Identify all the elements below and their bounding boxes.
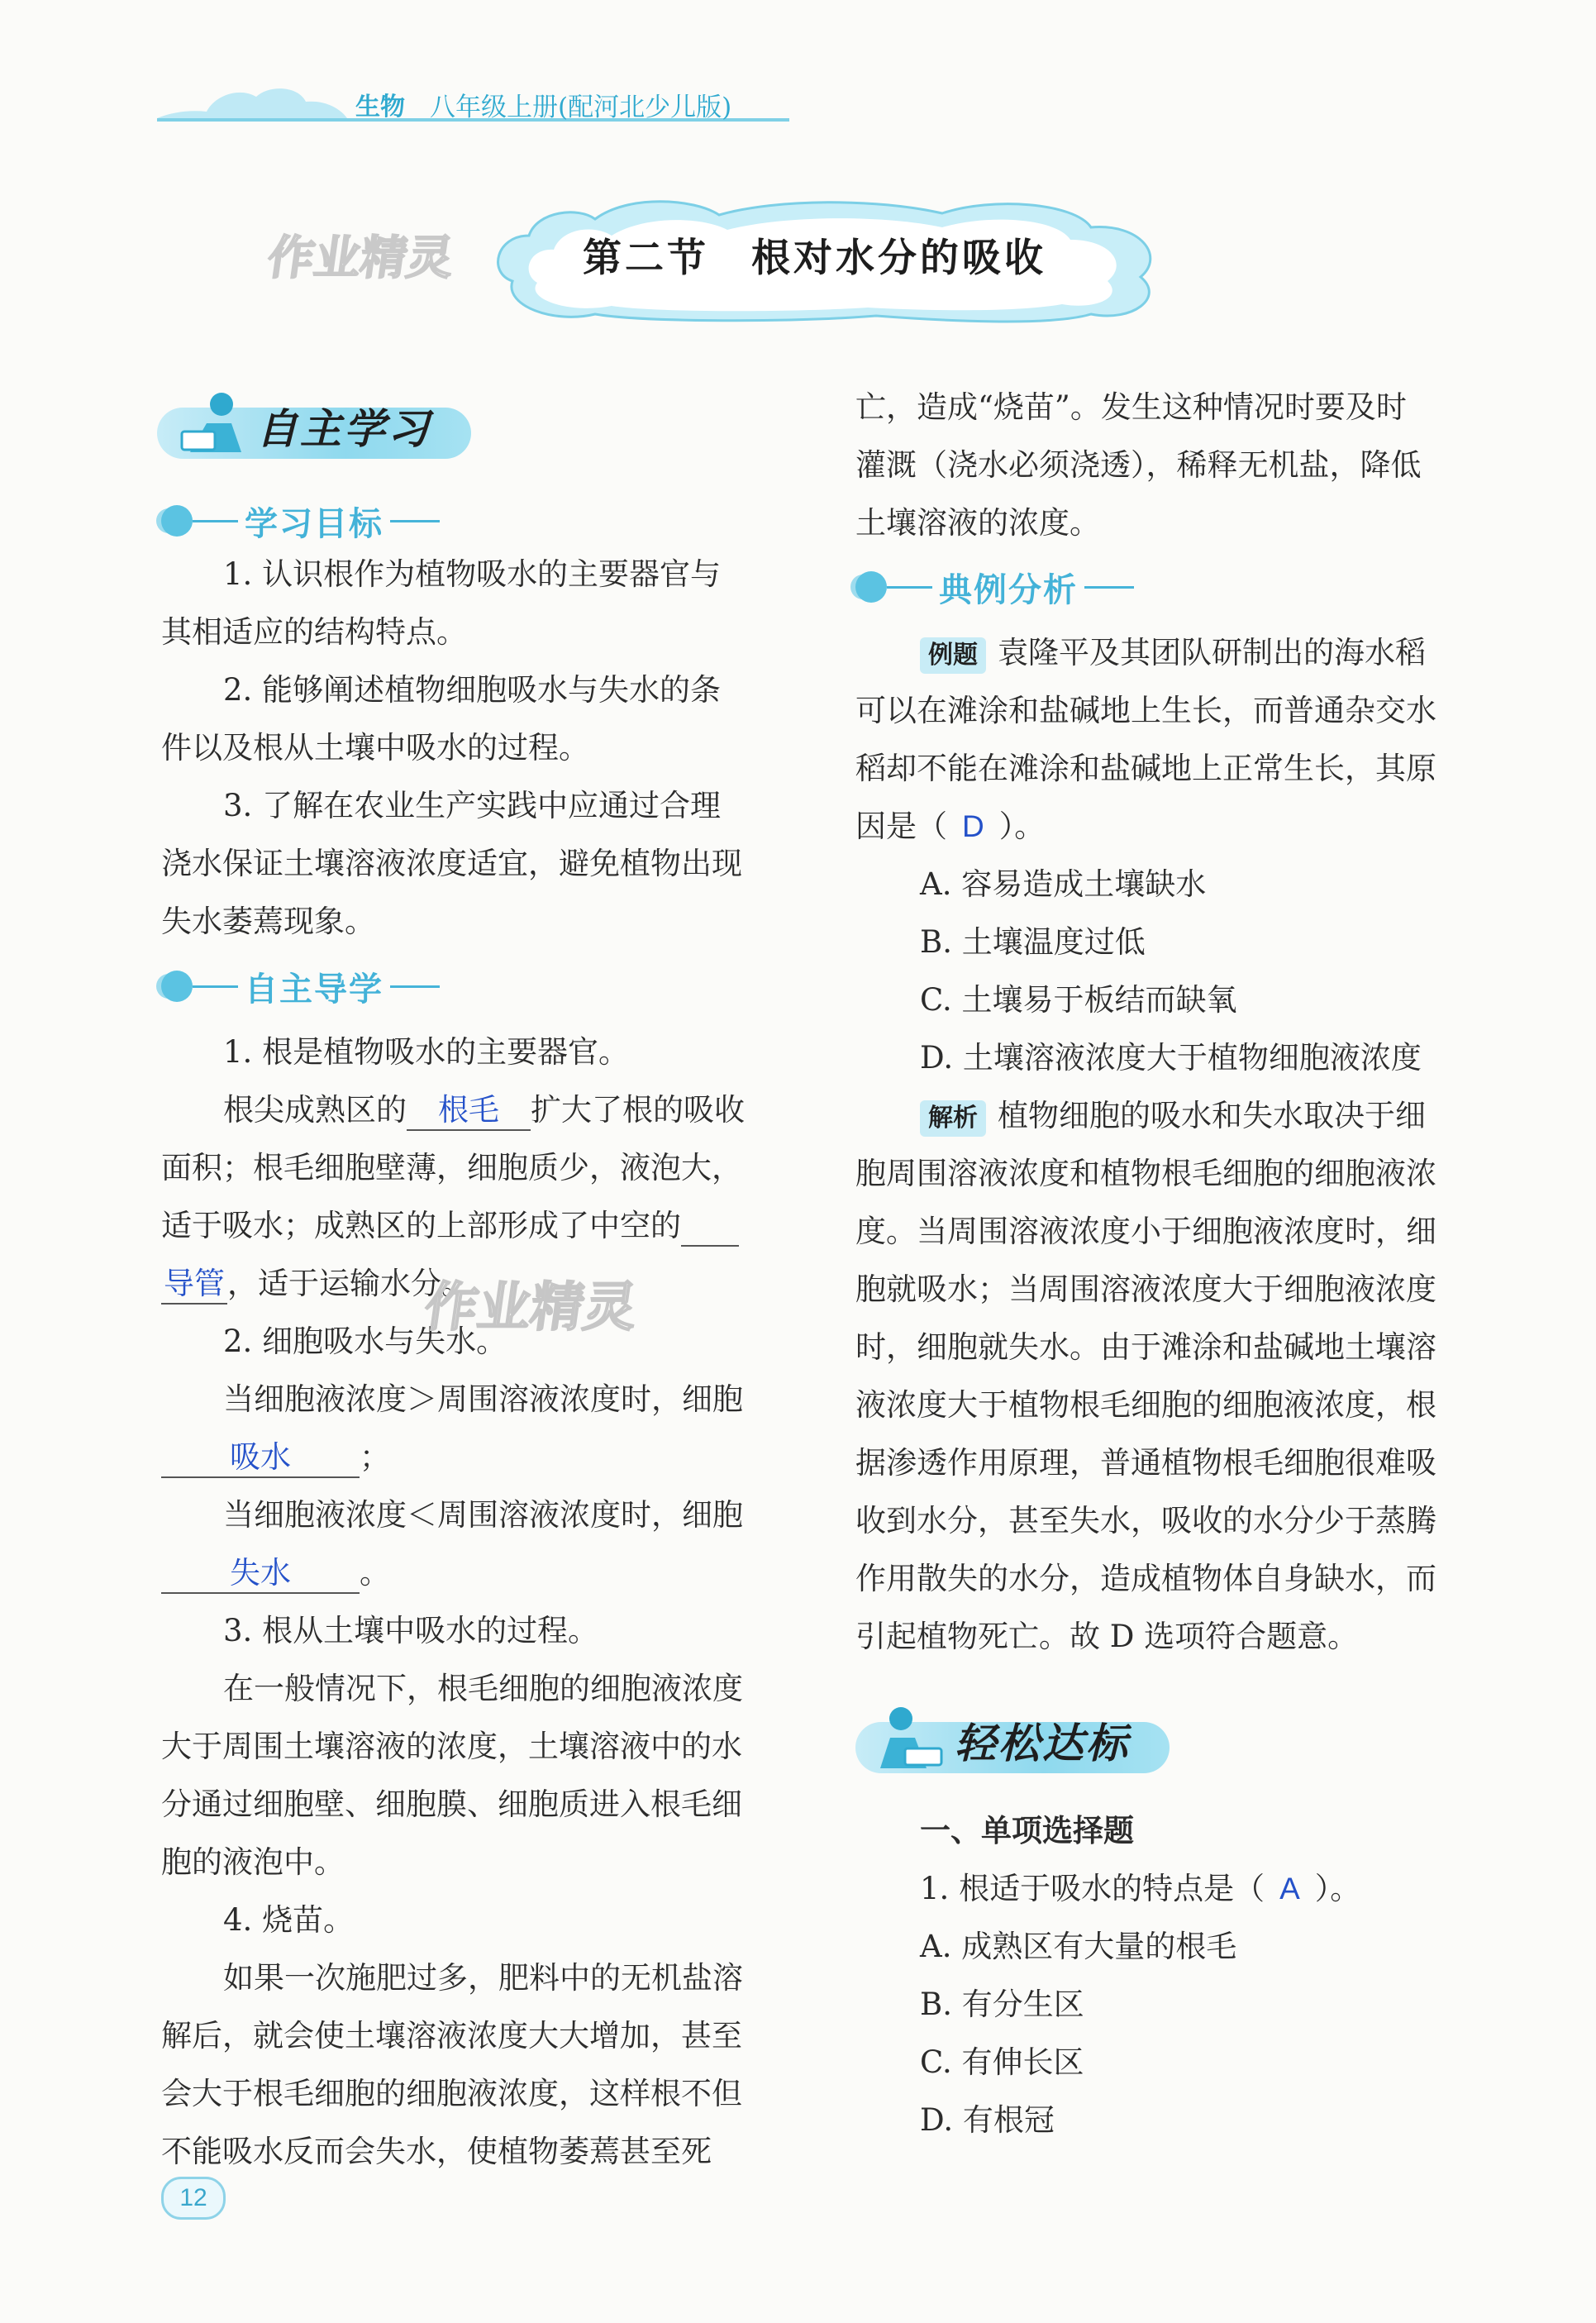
header-subject: 生物 [355,93,405,122]
goals-list [161,546,806,951]
practice-heading: 轻松达标 [955,1720,1130,1767]
guide-line: 解后，就会使土壤溶液浓度大大增加，甚至 [161,2018,742,2053]
example-line: 稻却不能在滩涂和盐碱地上正常生长，其原 [855,751,1436,786]
example-line: 例题 袁隆平及其团队研制出的海水稻 [855,624,1517,682]
guide-line: 导管，适于运输水分。 [161,1255,806,1313]
analysis-line: 度。当周围溶液浓度小于细胞液浓度时，细 [855,1214,1436,1249]
guide-line: 胞的液泡中。 [161,1844,345,1880]
analysis-line: 解析 植物细胞的吸水和失水取决于细 [855,1087,1517,1145]
continued-line: 亡，造成“烧苗”。发生这种情况时要及时 [855,389,1407,425]
bullet-dot-icon [855,571,887,603]
guide-item-2: 2. 细胞吸水与失水。 [223,1324,507,1359]
goal-line: 3. 了解在农业生产实践中应通过合理 [223,788,722,823]
goals-heading-text: 学习目标 [245,504,384,543]
analysis-tag: 解析 [920,1100,986,1137]
analysis-line: 作用散失的水分，造成植物体自身缺水，而 [855,1561,1436,1596]
student-writing-icon [872,1701,946,1775]
section-title: 第二节 根对水分的吸收 [583,236,1046,281]
self-study-heading: 自主学习 [256,405,431,453]
answer-vessel: 导管 [164,1266,225,1300]
goal-line: 2. 能够阐述植物细胞吸水与失水的条 [223,672,722,708]
question-1-option: D. 有根冠 [920,2102,1055,2138]
guide-line: 不能吸水反而会失水，使植物萎蔫甚至死 [161,2134,712,2169]
practice-badge [855,1707,1170,1782]
example-option: D. 土壤溶液浓度大于植物细胞液浓度 [920,1040,1422,1076]
goal-line: 失水萎蔫现象。 [161,904,375,939]
guide-line: 在一般情况下，根毛细胞的细胞液浓度 [223,1671,743,1706]
guide-line: 分通过细胞壁、细胞膜、细胞质进入根毛细 [161,1786,742,1822]
example-content [855,624,1517,1666]
answer-root-hair: 根毛 [438,1093,499,1127]
guide-line: 大于周围土壤溶液的浓度，土壤溶液中的水 [161,1729,742,1764]
example-option: B. 土壤温度过低 [920,924,1146,960]
guide-line: 如果一次施肥过多，肥料中的无机盐溶 [223,1960,743,1996]
page-number: 12 [161,2177,226,2220]
example-tag: 例题 [920,637,986,674]
guide-heading-text: 自主导学 [245,970,384,1009]
bullet-dot-icon [161,971,193,1002]
analysis-line: 时，细胞就失水。由于滩涂和盐碱地土壤溶 [855,1329,1436,1365]
analysis-line: 胞就吸水；当周围溶液浓度大于细胞液浓度 [855,1271,1436,1307]
watermark-top: 作业精灵 [264,231,457,285]
continued-line: 灌溉（浇水必须浇透），稀释无机盐，降低 [855,447,1422,483]
analysis-line: 收到水分，甚至失水，吸收的水分少于蒸腾 [855,1503,1436,1538]
guide-subheading [161,966,440,1007]
continued-line: 土壤溶液的浓度。 [855,505,1100,541]
goal-line: 件以及根从土壤中吸水的过程。 [161,730,589,766]
guide-line: 会大于根毛细胞的细胞液浓度，这样根不但 [161,2076,742,2111]
student-reading-icon [174,386,248,460]
guide-line: 当细胞液浓度＜周围溶液浓度时，细胞 [223,1497,743,1533]
guide-line: 根尖成熟区的 根毛 扩大了根的吸收 [161,1081,806,1139]
guide-item-3: 3. 根从土壤中吸水的过程。 [223,1613,599,1648]
example-subheading [855,566,1134,608]
question-1-option: B. 有分生区 [920,1987,1084,2022]
guide-line: 适于吸水；成熟区的上部形成了中空的 [161,1197,806,1255]
header-book-title: 八年级上册(配河北少儿版) [430,93,732,122]
analysis-line: 引起植物死亡。故 D 选项符合题意。 [855,1619,1359,1654]
question-1-option: C. 有伸长区 [920,2044,1084,2080]
question-1: 1. 根适于吸水的特点是（ A ）。 [920,1871,1361,1906]
example-option: C. 土壤易于板结而缺氧 [920,982,1237,1018]
example-answer: D [962,809,984,843]
guide-line: 面积；根毛细胞壁薄，细胞质少，液泡大， [161,1150,742,1185]
guide-item-4: 4. 烧苗。 [223,1902,355,1938]
guide-item-1: 1. 根是植物吸水的主要器官。 [223,1034,630,1070]
watermark-middle: 作业精灵 [420,1277,641,1338]
answer-lose-water: 失水 [230,1556,291,1590]
practice-content [855,1802,1517,2149]
header-cloud-decoration [157,79,347,120]
self-study-badge [157,393,471,467]
guide-line: 失水 。 [161,1544,806,1602]
bullet-dot-icon [161,505,193,537]
analysis-line: 据渗透作用原理，普通植物根毛细胞很难吸 [855,1445,1436,1481]
example-option: A. 容易造成土壤缺水 [920,866,1207,902]
goals-subheading [161,500,440,541]
analysis-line: 胞周围溶液浓度和植物根毛细胞的细胞液浓 [855,1156,1436,1191]
guide-line: 当细胞液浓度＞周围溶液浓度时，细胞 [223,1381,743,1417]
analysis-line: 液浓度大于植物根毛细胞的细胞液浓度，根 [855,1387,1436,1423]
continued-text [855,379,1500,552]
goal-line: 1. 认识根作为植物吸水的主要器官与 [223,556,722,592]
question-1-answer: A [1279,1872,1300,1906]
example-line: 可以在滩涂和盐碱地上生长，而普通杂交水 [855,693,1436,728]
question-1-option: A. 成熟区有大量的根毛 [920,1929,1237,1964]
guide-line: 吸水 ； [161,1429,806,1486]
goal-line: 浇水保证土壤溶液浓度适宜，避免植物出现 [161,846,742,881]
guide-content [161,1023,806,2181]
answer-absorb-water: 吸水 [230,1440,291,1474]
single-choice-heading: 一、单项选择题 [920,1813,1134,1848]
example-line: 因是（ D ）。 [855,809,1046,844]
goal-line: 其相适应的结构特点。 [161,614,467,650]
example-heading-text: 典例分析 [939,570,1078,609]
